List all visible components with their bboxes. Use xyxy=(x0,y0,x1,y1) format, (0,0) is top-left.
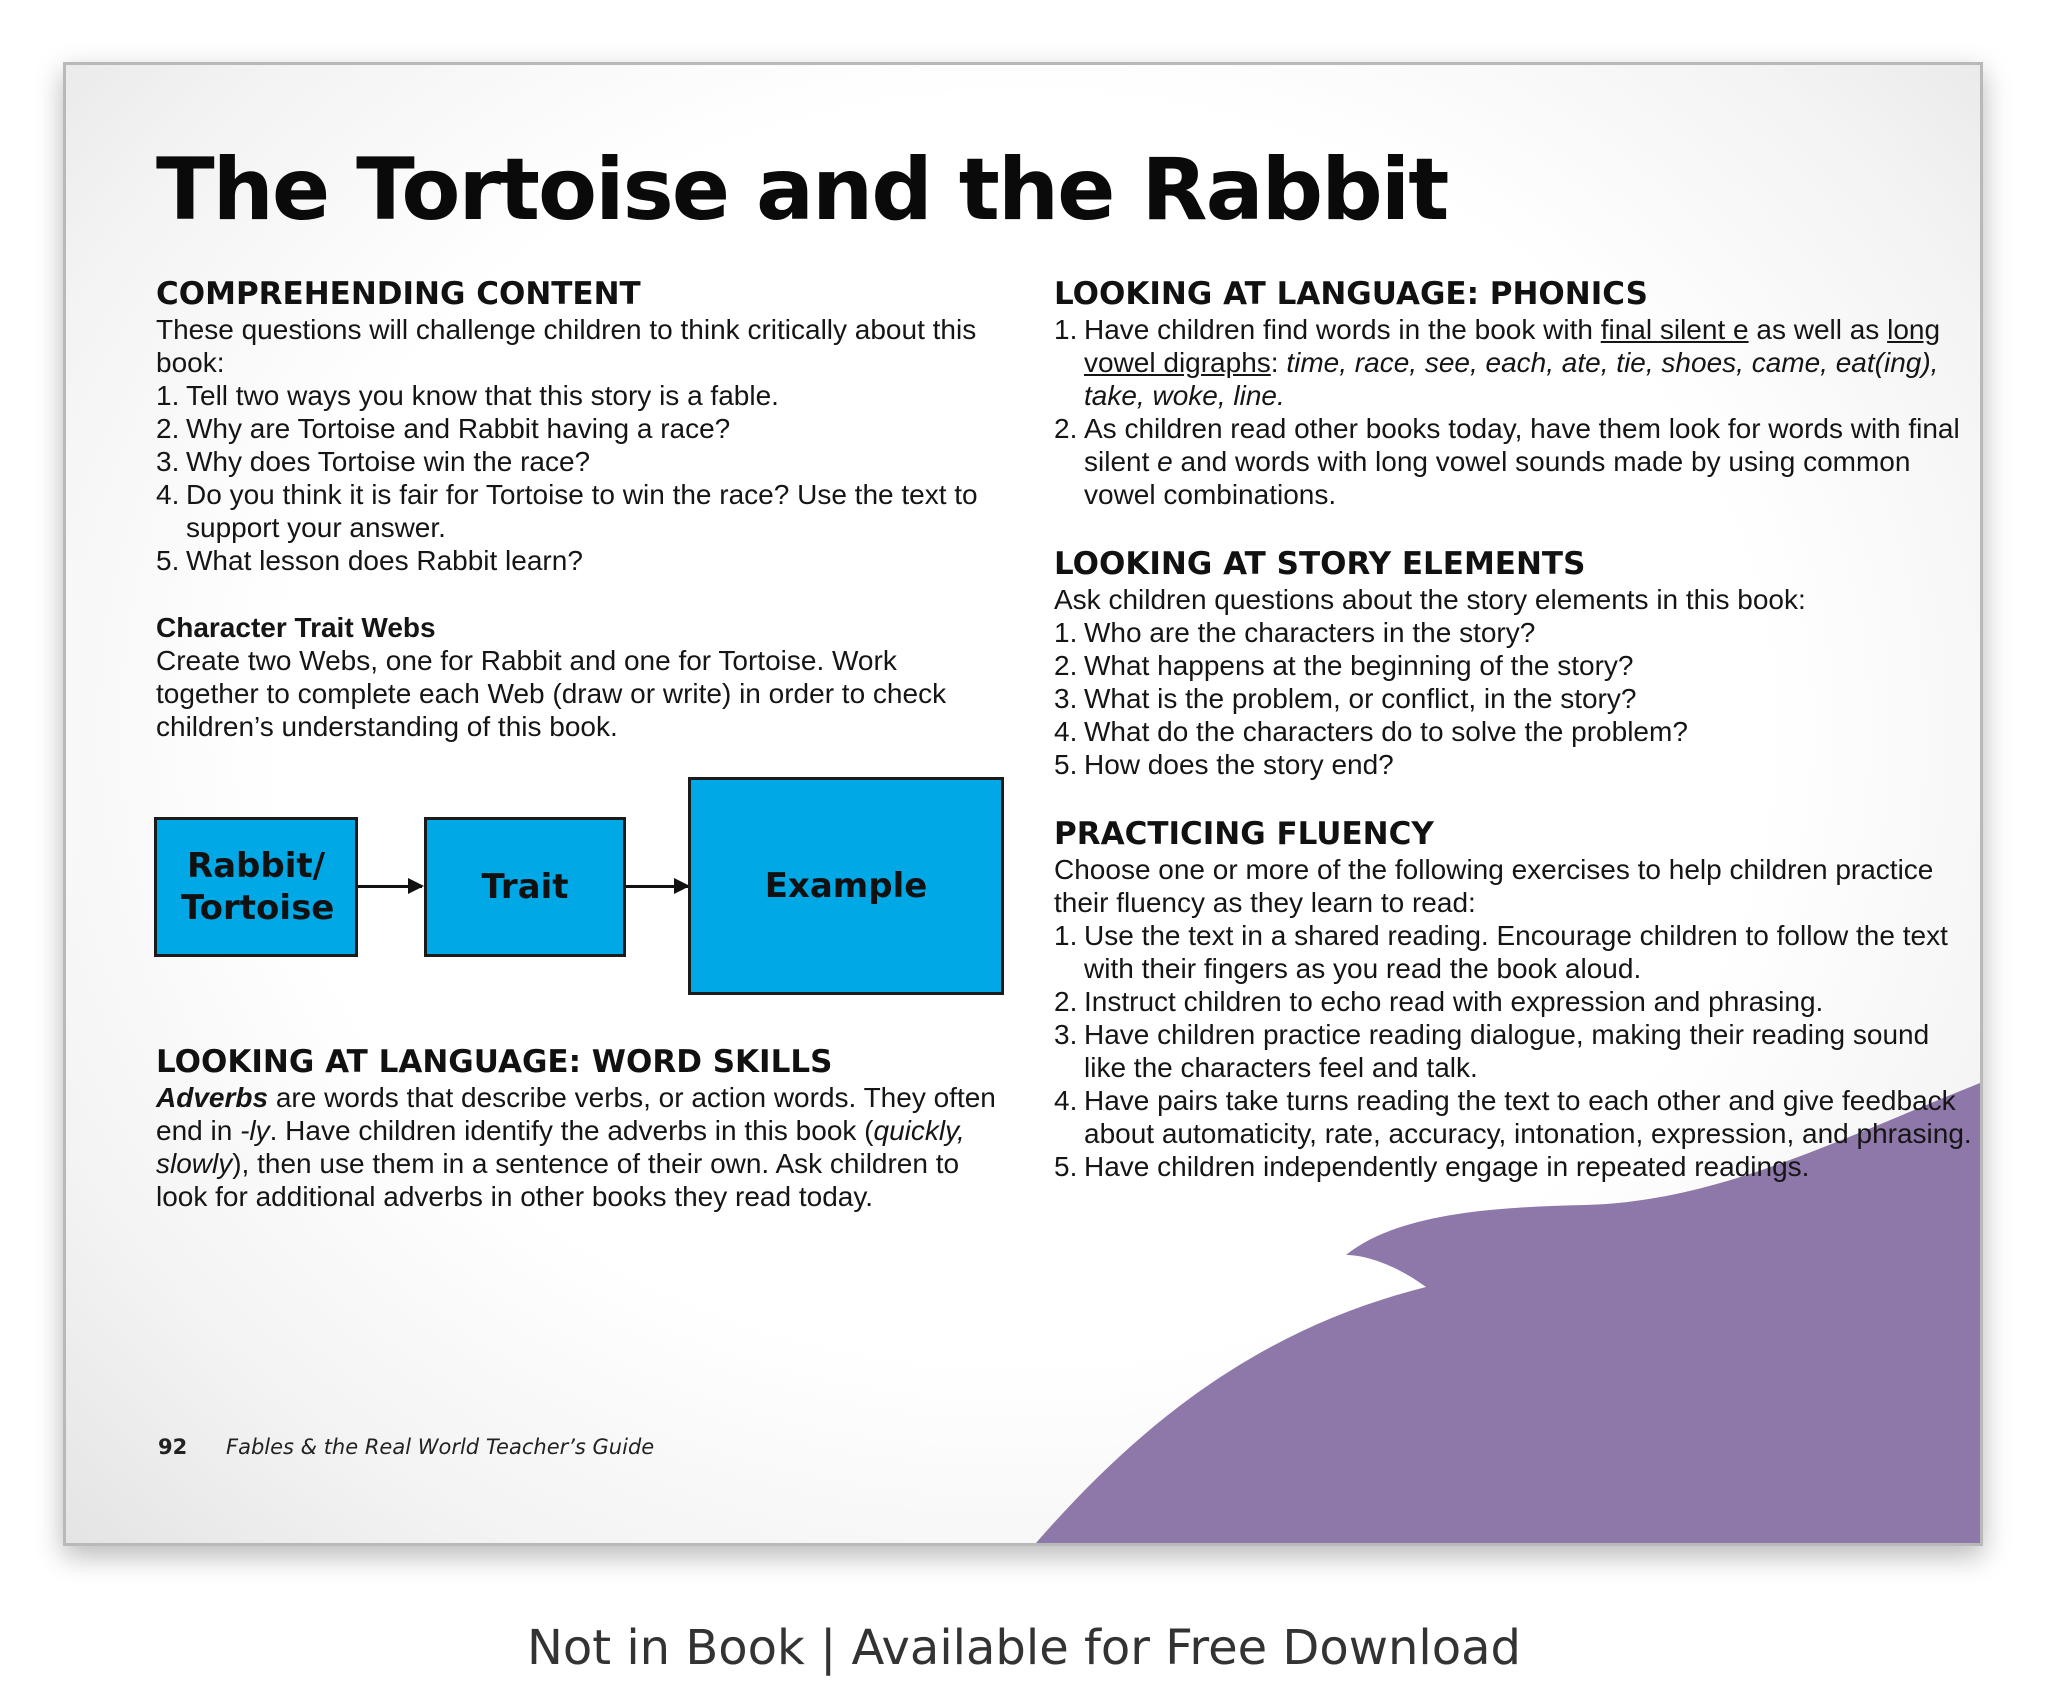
list-item xyxy=(1054,412,1974,511)
diagram-box-example: Example xyxy=(688,777,1004,995)
item-text: Why does Tortoise win the race? xyxy=(186,446,591,477)
list-item xyxy=(1054,1150,1974,1183)
list-item xyxy=(1054,1018,1974,1084)
word-skills-text xyxy=(156,1081,1006,1213)
phonics-section xyxy=(1054,275,1974,511)
word-skills-section xyxy=(156,1043,1006,1213)
list-item xyxy=(1054,313,1974,412)
example-words: time, race, see, each, ate, tie, shoes, came, eat(ing), take, woke, line. xyxy=(1084,347,1939,411)
underlined-term: final silent e xyxy=(1600,314,1749,345)
right-column xyxy=(1054,275,1974,1183)
item-text: Use the text in a shared reading. Encourage children to follow the text with their fingers as you read the book aloud. xyxy=(1084,920,1948,984)
question-list xyxy=(1054,616,1974,781)
section-intro: These questions will challenge children to think critically about this book: xyxy=(156,314,977,378)
item-number: 3. xyxy=(1054,1019,1078,1050)
item-text: What happens at the beginning of the story? xyxy=(1084,650,1634,681)
section-heading: COMPREHENDING CONTENT xyxy=(156,276,641,312)
list-item xyxy=(1054,715,1974,748)
list-item xyxy=(1054,682,1974,715)
text-run: as well as xyxy=(1748,314,1888,345)
examples: quickly, slowly xyxy=(156,1115,965,1179)
item-text: Who are the characters in the story? xyxy=(1084,617,1536,648)
phonics-list xyxy=(1054,313,1974,511)
item-text: What do the characters do to solve the problem? xyxy=(1084,716,1688,747)
section-heading: LOOKING AT LANGUAGE: PHONICS xyxy=(1054,276,1648,312)
text-run: and words with long vowel sounds made by using common vowel combinations. xyxy=(1084,446,1911,510)
list-item xyxy=(1054,616,1974,649)
character-trait-webs-section xyxy=(156,611,1006,743)
text-run: are words that describe verbs, or action words. They often end in xyxy=(156,1082,996,1146)
download-caption: Not in Book | Available for Free Download xyxy=(526,1620,1521,1676)
text-run: . Have children identify the adverbs in this book ( xyxy=(269,1115,874,1146)
item-text: Instruct children to echo read with expression and phrasing. xyxy=(1084,986,1824,1017)
list-item xyxy=(1054,985,1974,1018)
list-item xyxy=(1054,649,1974,682)
item-text: How does the story end? xyxy=(1084,749,1394,780)
item-text: What is the problem, or conflict, in the story? xyxy=(1084,683,1637,714)
list-item xyxy=(156,379,1006,412)
item-text: What lesson does Rabbit learn? xyxy=(186,545,583,576)
item-number: 2. xyxy=(1054,650,1078,681)
text-run: ), then use them in a sentence of their own. Ask children to look for additional adverbs in other books they read today. xyxy=(156,1148,960,1212)
webs-description: Create two Webs, one for Rabbit and one for Tortoise. Work together to complete each Web (draw or write) in order to check children’s understanding of this book. xyxy=(156,645,947,742)
diagram-box-rabbit-tortoise: Rabbit/ Tortoise xyxy=(154,817,358,957)
item-number: 4. xyxy=(1054,716,1078,747)
item-text: Have pairs take turns reading the text to each other and give feedback about automaticity, rate, accuracy, intonation, expression, and phrasing. xyxy=(1084,1085,1972,1149)
text-run: As children read other books today, have them look for words with final silent xyxy=(1084,413,1960,477)
item-number: 3. xyxy=(156,446,180,477)
page-number: 92 xyxy=(158,1435,188,1459)
item-number: 5. xyxy=(156,545,180,576)
text-run: : xyxy=(1270,347,1287,378)
list-item xyxy=(156,478,1006,544)
fluency-section xyxy=(1054,815,1974,1183)
guide-title: Fables & the Real World Teacher’s Guide xyxy=(226,1435,655,1459)
item-number: 4. xyxy=(156,479,180,510)
arrow-icon xyxy=(358,885,422,888)
diagram-box-trait: Trait xyxy=(424,817,626,957)
item-text: Tell two ways you know that this story is a fable. xyxy=(186,380,779,411)
item-text: Do you think it is fair for Tortoise to win the race? Use the text to support your answer. xyxy=(186,479,978,543)
suffix: -ly xyxy=(240,1115,270,1146)
underlined-term: long vowel digraphs xyxy=(1084,314,1941,378)
arrow-icon xyxy=(626,885,688,888)
left-column xyxy=(156,275,1006,1213)
page-title: The Tortoise and the Rabbit xyxy=(156,140,1448,240)
text-run: Have children find words in the book with xyxy=(1084,314,1601,345)
comprehending-content-section xyxy=(156,275,1006,577)
item-number: 2. xyxy=(1054,413,1078,444)
item-number: 4. xyxy=(1054,1085,1078,1116)
exercise-list xyxy=(1054,919,1974,1183)
story-elements-section xyxy=(1054,545,1974,781)
item-number: 1. xyxy=(1054,920,1078,951)
item-number: 3. xyxy=(1054,683,1078,714)
item-number: 5. xyxy=(1054,1151,1078,1182)
document-page xyxy=(63,62,1983,1546)
list-item xyxy=(156,544,1006,577)
section-intro: Choose one or more of the following exercises to help children practice their fluency as they learn to read: xyxy=(1054,854,1934,918)
item-text: Why are Tortoise and Rabbit having a race? xyxy=(186,413,731,444)
item-number: 1. xyxy=(1054,617,1078,648)
list-item xyxy=(156,445,1006,478)
item-number: 2. xyxy=(156,413,180,444)
letter: e xyxy=(1157,446,1173,477)
item-number: 1. xyxy=(156,380,180,411)
term: Adverbs xyxy=(156,1082,269,1113)
character-web-diagram xyxy=(154,777,1006,1007)
section-heading: LOOKING AT STORY ELEMENTS xyxy=(1054,546,1586,582)
subheading: Character Trait Webs xyxy=(156,612,436,643)
question-list xyxy=(156,379,1006,577)
item-number: 5. xyxy=(1054,749,1078,780)
item-number: 1. xyxy=(1054,314,1078,345)
section-heading: LOOKING AT LANGUAGE: WORD SKILLS xyxy=(156,1044,833,1080)
item-text: Have children independently engage in repeated readings. xyxy=(1084,1151,1810,1182)
list-item xyxy=(1054,919,1974,985)
item-text: Have children practice reading dialogue, making their reading sound like the characters feel and talk. xyxy=(1084,1019,1930,1083)
section-heading: PRACTICING FLUENCY xyxy=(1054,816,1434,852)
list-item xyxy=(156,412,1006,445)
item-number: 2. xyxy=(1054,986,1078,1017)
section-intro: Ask children questions about the story elements in this book: xyxy=(1054,584,1806,615)
list-item xyxy=(1054,1084,1974,1150)
list-item xyxy=(1054,748,1974,781)
